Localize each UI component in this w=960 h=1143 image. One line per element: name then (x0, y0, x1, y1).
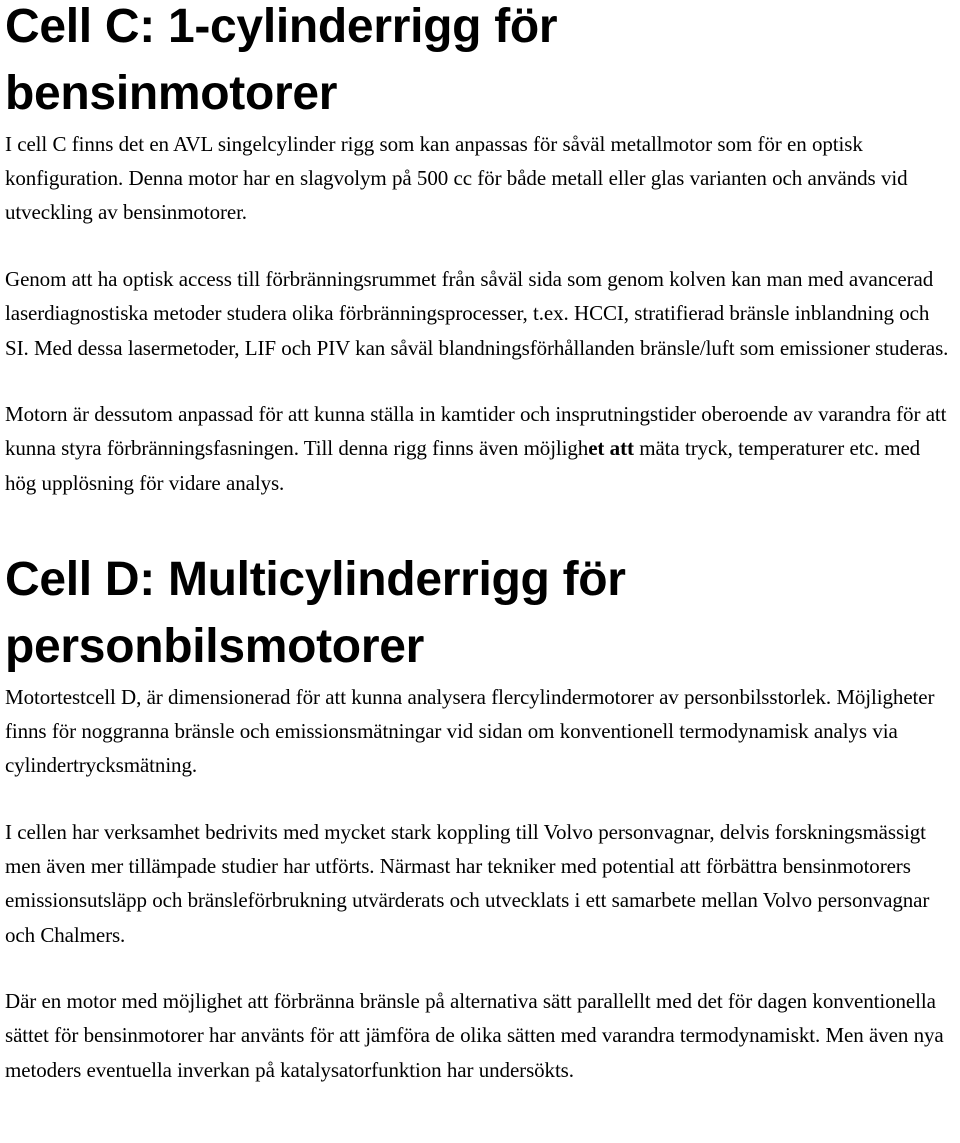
paragraph-text-after-bold: mäta tryck, temperaturer etc. med hög upplösning för vidare analys. (5, 436, 921, 495)
heading-line-2: bensinmotorer (5, 67, 338, 120)
paragraph-bold-text: et att (588, 436, 634, 461)
heading-line-1: Cell C: 1-cylinderrigg för (5, 0, 558, 53)
paragraph-cell-d-volvo-collaboration: I cellen har verksamhet bedrivits med mycket stark koppling till Volvo personvagnar, delvis forskningsmässigt men även mer tillämpade studier har utförts. Närmast har tekniker med potential att förbättra bensinmotorers emissionsutsläpp och bränsleförbrukning utvärderats och utvecklats i ett samarbete mellan Volvo personvagnar och Chalmers. (5, 819, 930, 947)
paragraph-cell-c-optical-access: Genom att ha optisk access till förbränningsrummet från såväl sida som genom kolven kan man med avancerad laserdiagnostiska metoder studera olika förbränningsprocesser, t.ex. HCCI, stratifierad bränsle inblandning och SI. Med dessa lasermetoder, LIF och PIV kan såväl blandningsförhållanden bränsle/luft som emissioner studeras. (5, 267, 949, 360)
paragraph-cell-c-camshaft-timing (5, 397, 956, 500)
section-heading-cell-c (5, 0, 956, 127)
section-cell-c (5, 0, 956, 500)
section-cell-d (5, 546, 956, 1087)
paragraph-cell-d-intro: Motortestcell D, är dimensionerad för att kunna analysera flercylindermotorer av personbilsstorlek. Möjligheter finns för noggranna bränsle och emissionsmätningar vid sidan om konventionell termodynamisk analys via cylindertrycksmätning. (5, 684, 935, 778)
paragraph-text-before-bold: Motorn är dessutom anpassad för att kunna ställa in kamtider och insprutningstider oberoende av varandra för att kunna styra förbränningsfasningen. Till denna rigg finns även möjligh (5, 402, 947, 461)
paragraph-cell-d-alternative-combustion: Där en motor med möjlighet att förbränna bränsle på alternativa sätt parallellt med det för dagen konventionella sättet för bensinmotorer har använts för att jämföra de olika sätten med varandra termodynamiskt. Men även nya metoders eventuella inverkan på katalysatorfunktion har undersökts. (5, 989, 944, 1082)
heading-line-1: Cell D: Multicylinderrigg för (5, 552, 626, 606)
section-heading-cell-d (5, 546, 956, 680)
paragraph-cell-c-intro: I cell C finns det en AVL singelcylinder rigg som kan anpassas för såväl metallmotor som för en optisk konfiguration. Denna motor har en slagvolym på 500 cc för både metall eller glas varianten och används vid utveckling av bensinmotorer. (5, 132, 908, 225)
heading-line-2: personbilsmotorer (5, 619, 424, 673)
